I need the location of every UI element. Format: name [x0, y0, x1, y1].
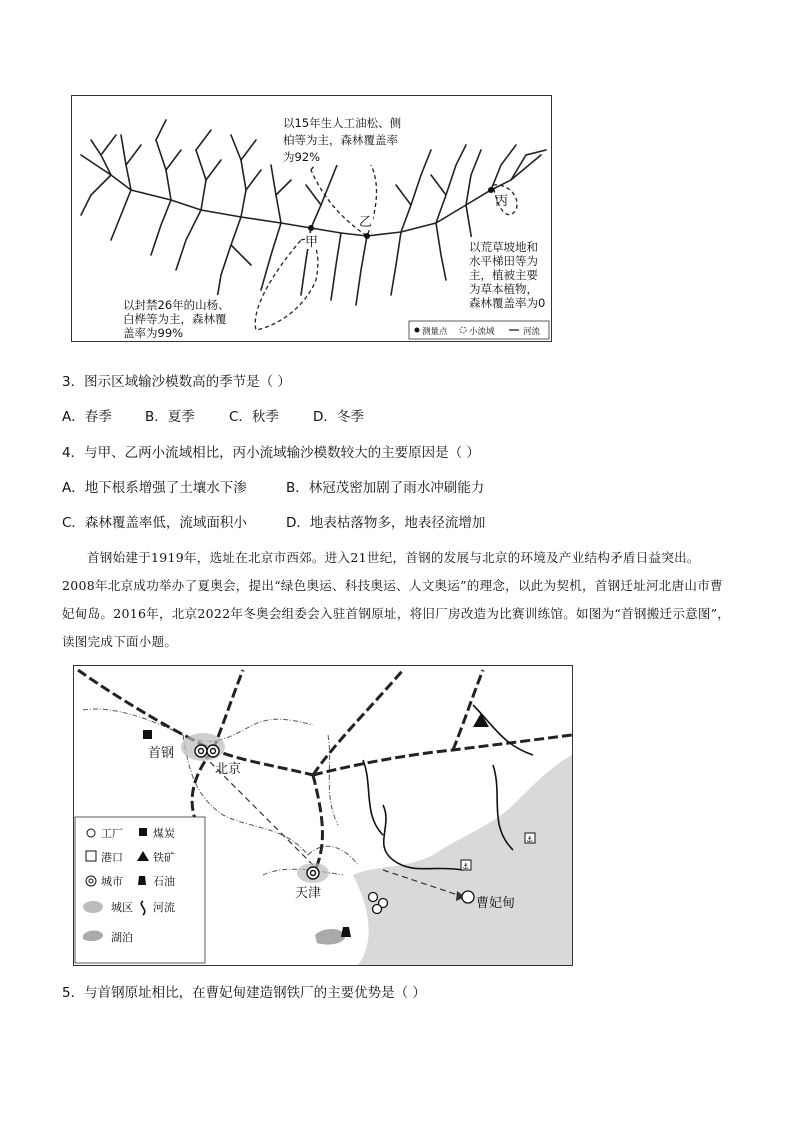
annotation-jia-2: 白桦等为主，森林覆 [123, 312, 227, 326]
label-caofeidian: 曹妃甸 [476, 896, 516, 911]
annotation-bing-3: 主，植被主要 [469, 268, 538, 282]
relocation-map [73, 665, 573, 966]
annotation-bing-1: 以荒草坡地和 [469, 240, 538, 254]
q4-option-d[interactable]: D．地表枯落物多，地表径流增加 [286, 515, 486, 531]
label-tianjin: 天津 [295, 886, 322, 901]
svg-text:⚓: ⚓ [462, 862, 470, 871]
annotation-bing-2: 水平梯田等为 [469, 254, 538, 268]
annotation-top-line2: 柏等为主，森林覆盖率 [283, 133, 398, 147]
label-jia: 甲 [305, 235, 319, 250]
label-beijing: 北京 [215, 762, 242, 777]
q4-option-c[interactable]: C．森林覆盖率低，流域面积小 [62, 515, 247, 531]
legend-city: 城市 [101, 875, 123, 888]
legend-basin: 小流域 [469, 327, 495, 337]
q3-option-a[interactable]: A．春季 [62, 409, 112, 425]
annotation-top-line3: 为92% [283, 150, 321, 164]
label-bing: 丙 [495, 194, 509, 209]
legend-iron: 铁矿 [153, 851, 175, 864]
label-shougang: 首钢 [148, 746, 175, 761]
legend-river: 河流 [523, 327, 541, 337]
passage: 首钢始建于1919年，选址在北京市西郊。进入21世纪，首钢的发展与北京的环境及产业结构矛盾日益突出。2008年北京成功举办了夏奥会，提出“绿色奥运、科技奥运、人文奥运”的理念，以此为契机，首钢迁址河北唐山市曹妃甸岛。2016年，北京2022年冬奥会组委会入驻首钢原址，将旧厂房改造为比赛训练馆。如图为“首钢搬迁示意图”，读图完成下面小题。 [62, 550, 731, 649]
legend-port: 港口 [101, 851, 123, 864]
annotation-top-line1: 以15年生人工油松、侧 [283, 116, 402, 130]
question-3: 3．图示区域输沙模数高的季节是（ ） [62, 374, 291, 390]
q4-option-a[interactable]: A．地下根系增强了土壤水下渗 [62, 480, 247, 496]
question-5: 5．与首钢原址相比，在曹妃甸建造钢铁厂的主要优势是（ ） [62, 985, 426, 1001]
annotation-jia-3: 盖率为99% [123, 326, 184, 340]
q3-option-d[interactable]: D．冬季 [313, 409, 364, 425]
legend-factory: 工厂 [101, 827, 123, 840]
q4-option-b[interactable]: B．林冠茂密加剧了雨水冲刷能力 [286, 480, 485, 496]
legend-coal: 煤炭 [153, 827, 175, 840]
annotation-jia-1: 以封禁26年的山杨、 [123, 298, 230, 312]
river-basin-figure [71, 95, 552, 342]
q3-option-c[interactable]: C．秋季 [229, 409, 279, 425]
legend-urban: 城区 [111, 901, 133, 914]
label-yi: 乙 [359, 215, 373, 230]
legend-river: 河流 [153, 901, 175, 914]
q3-option-b[interactable]: B．夏季 [145, 409, 195, 425]
question-4: 4．与甲、乙两小流域相比，丙小流域输沙模数较大的主要原因是（ ） [62, 445, 480, 461]
annotation-bing-5: 森林覆盖率为0 [469, 296, 546, 310]
annotation-bing-4: 为草本植物， [469, 282, 538, 296]
legend-point: 测量点 [422, 327, 448, 337]
legend-lake: 湖泊 [111, 931, 133, 944]
svg-text:⚓: ⚓ [526, 835, 534, 844]
legend-oil: 石油 [153, 875, 175, 888]
